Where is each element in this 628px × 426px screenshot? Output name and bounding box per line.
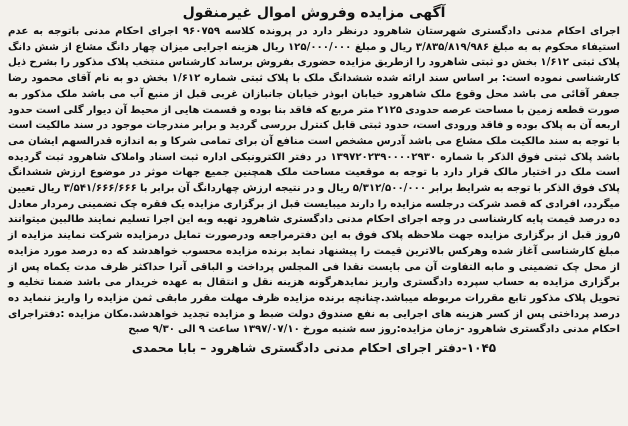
notice-body xyxy=(8,24,620,338)
notice-body-text: اجرای احکام مدنی دادگستری شهرستان شاهرود درنظر دارد در پرونده کلاسه ۹۶۰۷۵۹ اجرای احکام مدنی باتوجه به عدم استیفاء محکوم به به مبلغ ۳/۸۳۵/۸۱۹/۹۸۶ ریال و مبلغ ۱۲۵/۰۰۰/۰۰۰ ریال هزینه اجرایی میزان چهار دانگ مشاع از شش دانگ پلاک ثبتی ۱/۶۱۲ بخش دو ثبتی شاهرود را ازطریق مزایده حضوری بفروش برساند کارشناس منتخب پلاک مذکور را بشرح ذیل کارشناسی نموده است: بر اساس سند ارائه شده ششدانگ ملک با پلاک ثبتی شماره ۱/۶۱۲ بخش دو به نام آقای محمود رضا جعفر آقائی می باشد محل وقوع ملک شاهرود خیابان ابوذر خیابان جانبازان غربی قبل از منبع آب می باشد ملک مذکور به صورت قطعه زمین با مساحت عرصه حدودی ۲۱۲۵ متر مربع که فاقد بنا بوده و قسمت هایی از محیط آن دیوار گلی است حدود اربعه آن به پلاک بوده و فاقد ورودی است، حدود ثبتی قابل کنترل بررسی گردید و برابر مندرجات موجود در سند مالکیت است با توجه به سند مالکیت ملک مشاع می باشد آدرس مشخص است منافع آن برای تمامی شرکا و به اندازه قدرالسهم ایشان می باشد پلاک ثبتی فوق الذکر با شماره ۱۳۹۷۲۰۲۳۹۰۰۰۰۲۹۳۰ در دفتر الکترونیکی اداره ثبت اسناد واملاک شاهرود ثبت گردیده است ملک در اختیار مالک قرار دارد با توجه به موقعیت مساحت ملک همچنین جمیع جهات موثر در موضوع ارزش ششدانگ پلاک فوق الذکر با توجه به شرایط برابر ۵/۳۱۲/۵۰۰/۰۰۰ ریال و در نتیجه ارزش چهاردانگ آن برابر با ۳/۵۴۱/۶۶۶/۶۶۶ ریال تعیین میگردد، افرادی که قصد شرکت درجلسه مزایده را دارند میبایست قبل از برگزاری مزایده یک فقره چک تضمینی رمردار معادل ده درصد قیمت پایه کارشناسی در وجه اجرای احکام مدنی دادگستری شاهرود تهیه وبه این اجرا تسلیم نمایند طالبین میتوانند ۵روز قبل از برگزاری مزایده جهت ملاحظه پلاک فوق به این دفترمراجعه ودرصورت تمایل درمزایده شرکت نمایند مزایده از مبلغ کارشناسی آغاز شده وهرکس بالاترین قیمت را پیشنهاد نماید برنده مزایده محسوب خواهدشد که ده درصد مورد مزایده از محل چک تضمینی و مابه التفاوت آن می بایست نقدا فی المجلس پرداخت و الباقی آنرا حداکثر ظرف مدت یکماه پس از برگزاری مزایده به حساب سپرده دادگستری واریز نمایدهرگونه هزینه نقل و انتقال به عهده خریدار می باشد ضمنا تخلیه و تحویل پلاک مذکور تابع مقررات مربوطه میباشد.چنانچه برنده مزایده ظرف مهلت مقرر مابقی ثمن مزایده را واریز ننماید ده درصد پرداختی پس از کسر هزینه های اجرایی به نفع صندوق دولت ضبط و مزایده تجدید خواهدشد.مکان مزایده :دفتراجرای احکام مدنی دادگستری شاهرود -زمان مزایده:روز سه شنبه مورخ ۱۳۹۷/۰۷/۱۰ ساعت ۹ الی ۹/۳۰ صبح xyxy=(8,26,621,336)
notice-title: آگهی مزایده وفروش اموال غیرمنقول xyxy=(182,5,446,21)
auction-notice xyxy=(8,4,620,418)
notice-footer: ۱۰۴۵-دفتر اجرای احکام مدنی دادگستری شاهرود – بابا محمدی xyxy=(131,341,497,356)
